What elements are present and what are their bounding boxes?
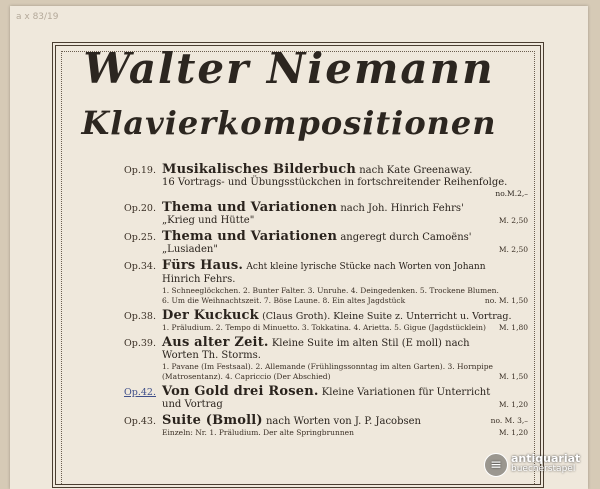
- work-price: no.M.2,–: [495, 189, 528, 198]
- watermark-line2: buecherstapel: [511, 464, 576, 474]
- song-list-line: 1. Schneeglöckchen. 2. Bunter Falter. 3. Unruhe. 4. Deingedenken. 5. Trockene Blumen.: [162, 286, 499, 295]
- work-op25: [124, 230, 528, 256]
- works-list: [124, 163, 528, 441]
- song-list-line: 1. Pavane (Im Festsaal). 2. Allemande (Frühlingssonntag im alten Garten). 3. Hornpipe: [162, 362, 493, 371]
- work-subtitle: „Krieg und Hütte": [162, 215, 255, 226]
- work-price: no. M. 3,–: [490, 416, 528, 425]
- work-title: Aus alter Zeit.: [162, 336, 269, 350]
- opus-number: Op.43.: [124, 416, 156, 427]
- work-title: Fürs Haus.: [162, 259, 244, 273]
- work-subtitle: und Vortrag: [162, 399, 223, 410]
- work-description: nach Worten von J. P. Jacobsen: [265, 416, 421, 427]
- work-subtitle: „Lusiaden": [162, 244, 218, 255]
- work-description: Kleine Variationen für Unterricht: [321, 387, 491, 398]
- work-title: Von Gold drei Rosen.: [162, 385, 319, 399]
- opus-number: Op.19.: [124, 165, 156, 176]
- work-description: nach Joh. Hinrich Fehrs': [340, 203, 464, 214]
- work-op34: [124, 259, 528, 306]
- opus-number: Op.34.: [124, 261, 156, 272]
- pencil-note: a x 83/19: [16, 12, 59, 22]
- work-price: M. 2,50: [498, 216, 528, 225]
- seller-watermark: [484, 451, 594, 481]
- work-op38: [124, 309, 528, 333]
- work-title: Suite (Bmoll): [162, 414, 263, 428]
- opus-number: Op.39.: [124, 338, 156, 349]
- work-title: Musikalisches Bilderbuch: [162, 163, 356, 177]
- work-description: Acht kleine lyrische Stücke nach Worten von Johann: [246, 262, 486, 272]
- work-price: M. 1,20: [498, 400, 528, 409]
- opus-number: Op.20.: [124, 203, 156, 214]
- work-price: no. M. 1,50: [484, 296, 528, 305]
- work-subtitle: Hinrich Fehrs.: [162, 274, 236, 285]
- work-op20: [124, 201, 528, 227]
- song-list-line: Einzeln: Nr. 1. Präludium. Der alte Springbrunnen: [162, 428, 354, 437]
- song-list-line: 1. Präludium. 2. Tempo di Minuetto. 3. Tokkatina. 4. Arietta. 5. Gigue (Jagdstücklein): [162, 323, 486, 332]
- work-title: Thema und Variationen: [162, 230, 338, 244]
- work-title: Thema und Variationen: [162, 201, 338, 215]
- song-list-line: 6. Um die Weihnachtszeit. 7. Böse Laune. 8. Ein altes Jagdstück: [162, 296, 406, 305]
- work-op43: [124, 414, 528, 438]
- work-description: (Claus Groth). Kleine Suite z. Unterricht u. Vortrag.: [262, 311, 512, 322]
- song-list-line: (Matrosentanz). 4. Capriccio (Der Abschied): [162, 372, 331, 381]
- work-description: angeregt durch Camoëns': [340, 232, 472, 243]
- work-price: M. 1,80: [498, 323, 528, 332]
- stack-of-books-icon: ≡: [484, 453, 508, 477]
- work-price: M. 1,50: [498, 372, 528, 381]
- opus-number: Op.42.: [124, 387, 156, 398]
- work-price: M. 2,50: [498, 245, 528, 254]
- opus-number: Op.25.: [124, 232, 156, 243]
- work-description: Kleine Suite im alten Stil (E moll) nach: [271, 338, 470, 349]
- collection-title: Klavierkompositionen: [81, 104, 497, 142]
- opus-number: Op.38.: [124, 311, 156, 322]
- composer-name: Walter Niemann: [83, 44, 495, 93]
- work-op42: [124, 385, 528, 411]
- watermark-line1: antiquariat: [511, 452, 581, 465]
- work-title: Der Kuckuck: [162, 309, 259, 323]
- work-op19: [124, 163, 528, 198]
- work-description: nach Kate Greenaway.: [359, 165, 473, 176]
- work-op39: [124, 336, 528, 382]
- work-subtitle: 16 Vortrags- und Übungsstückchen in fortschreitender Reihenfolge.: [162, 177, 508, 188]
- work-price-single: M. 1,20: [498, 428, 528, 437]
- work-subtitle: Worten Th. Storms.: [162, 350, 261, 361]
